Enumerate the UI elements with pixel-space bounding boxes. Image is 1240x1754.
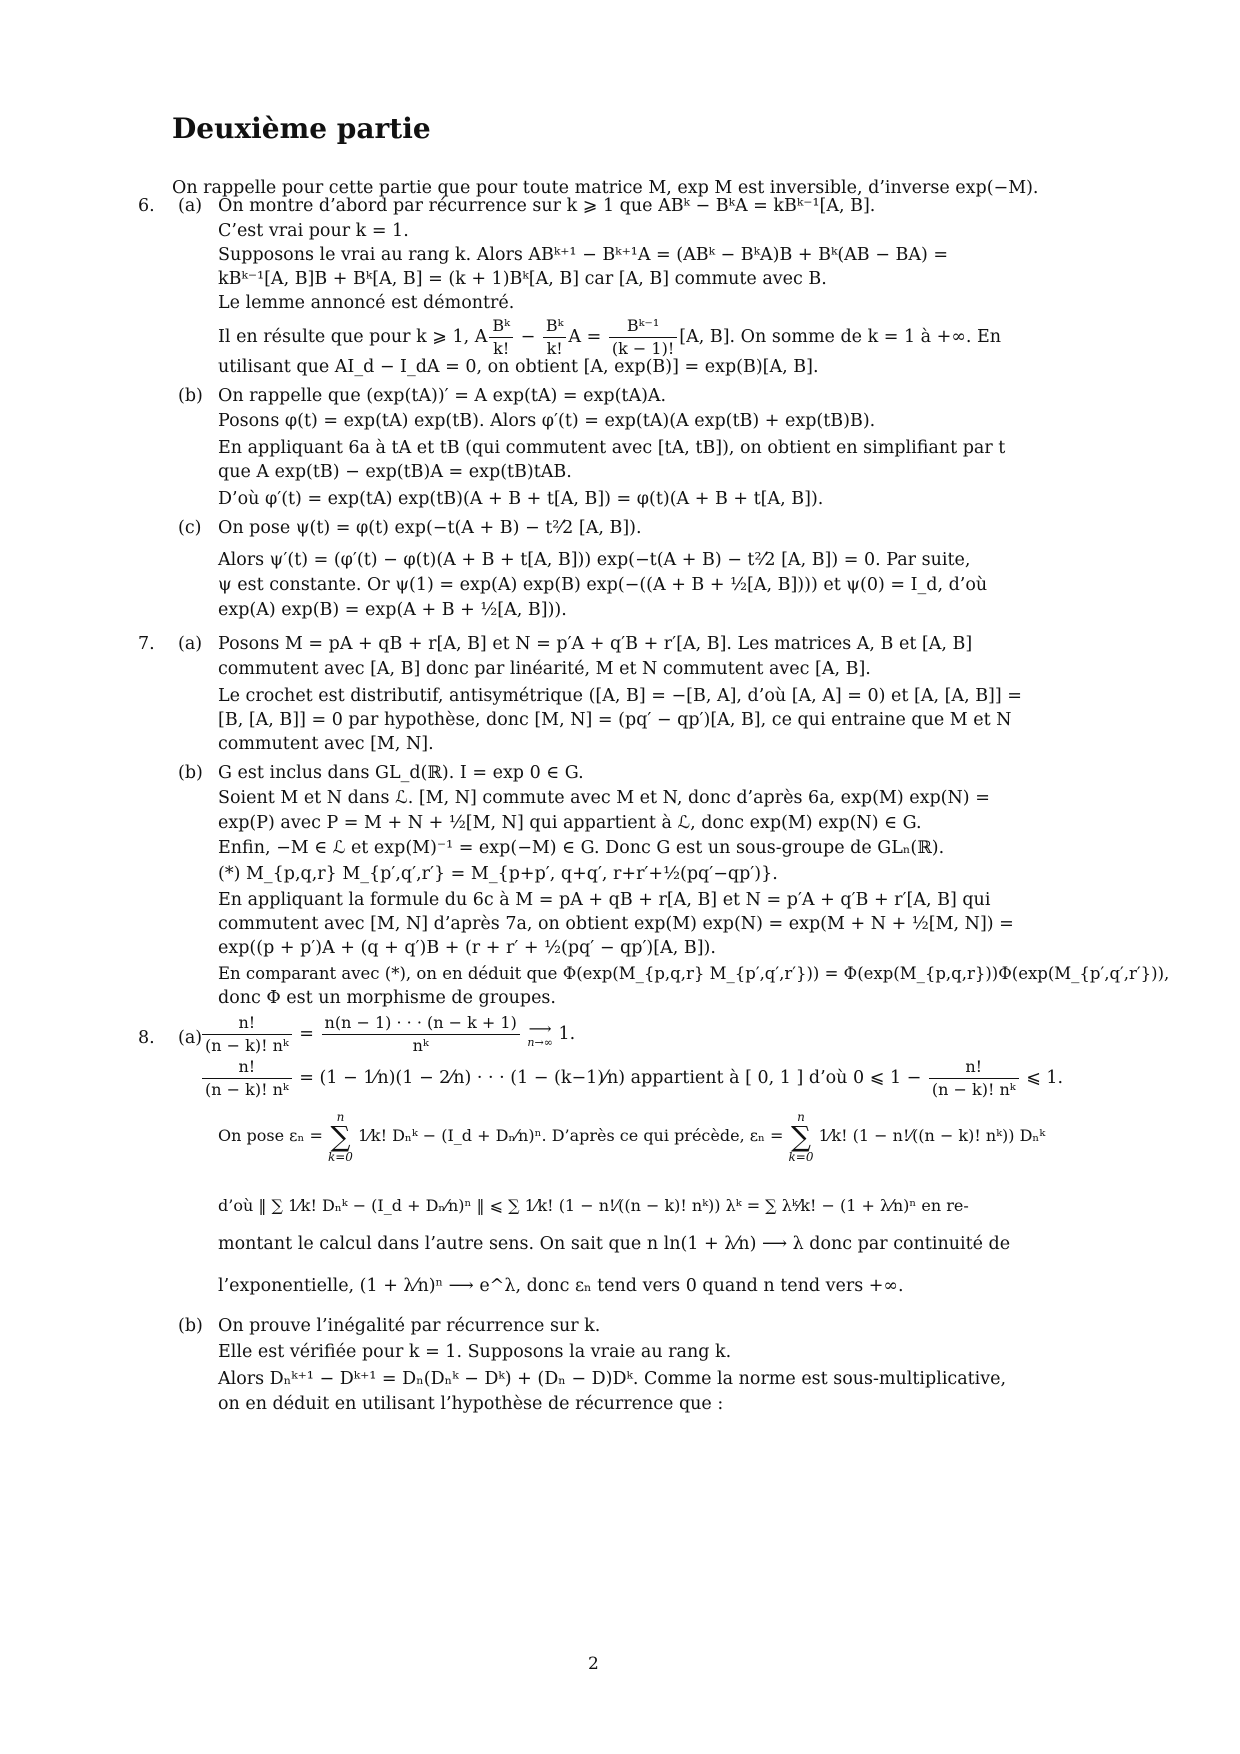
q7b-line-10: donc Φ est un morphisme de groupes. <box>218 988 556 1008</box>
q8a-line-5: montant le calcul dans l’autre sens. On sait que n ln(1 + λ⁄n) ⟶ λ donc par continuité de <box>218 1234 1011 1254</box>
intro-paragraph: On rappelle pour cette partie que pour toute matrice M, exp M est inversible, d’inverse exp(−M). <box>172 178 1039 198</box>
fraction: $\frac{\text{Bᵏ}}{k!}$ <box>543 315 567 360</box>
part-label-7a: (a) <box>178 634 203 654</box>
q6a-line-2: C’est vrai pour k = 1. <box>218 221 409 241</box>
part-label-7b: (b) <box>178 763 203 783</box>
fraction: $\frac{n(n - 1) \cdot \cdot \cdot (n - k + 1)}{\text{nᵏ}}$ <box>322 1012 520 1057</box>
fraction: $\frac{n!}{\text{(n − k)! nᵏ}}$ <box>202 1012 292 1057</box>
q8a-line-3: On pose εₙ = n ∑ k=0 1⁄k! Dₙᵏ − (I_d + Dₙ⁄n)ⁿ. D’après ce qui précède, εₙ = n ∑ k=0 1⁄k! (1 − n!⁄((n − k)! nᵏ)) Dₙᵏ <box>218 1109 1046 1164</box>
q8a-line-6: l’exponentielle, (1 + λ⁄n)ⁿ ⟶ e^λ, donc εₙ tend vers 0 quand n tend vers +∞. <box>218 1276 904 1296</box>
part-label-8b: (b) <box>178 1316 203 1336</box>
q7a-line-3: Le crochet est distributif, antisymétrique ([A, B] = −[B, A], d’où [A, A] = 0) et [A, [A, B]] = <box>218 686 1022 706</box>
section-title: Deuxième partie <box>172 112 431 145</box>
q7b-line-2: Soient M et N dans ℒ. [M, N] commute avec M et N, donc d’après 6a, exp(M) exp(N) = <box>218 788 990 808</box>
q7b-line-3: exp(P) avec P = M + N + ½[M, N] qui appartient à ℒ, donc exp(M) exp(N) ∈ G. <box>218 813 922 833</box>
question-number-7: 7. <box>138 634 155 654</box>
part-label-6a: (a) <box>178 196 203 216</box>
fraction: $\frac{n!}{\text{(n − k)! nᵏ}}$ <box>202 1056 292 1101</box>
fraction: $\frac{\text{Bᵏ}}{k!}$ <box>489 315 513 360</box>
q6b-line-5: D’où φ′(t) = exp(tA) exp(tB)(A + B + t[A, B]) = φ(t)(A + B + t[A, B]). <box>218 489 824 509</box>
part-label-6c: (c) <box>178 518 202 538</box>
q7a-line-4: [B, [A, B]] = 0 par hypothèse, donc [M, N] = (pq′ − qp′)[A, B], ce qui entraine que M et N <box>218 710 1012 730</box>
q8b-line-4: on en déduit en utilisant l’hypothèse de récurrence que : <box>218 1394 724 1414</box>
q6b-line-2: Posons φ(t) = exp(tA) exp(tB). Alors φ′(t) = exp(tA)(A exp(tB) + exp(tB)B). <box>218 411 876 431</box>
q6b-line-3: En appliquant 6a à tA et tB (qui commutent avec [tA, tB]), on obtient en simplifiant par t <box>218 438 1006 458</box>
question-number-8: 8. <box>138 1028 155 1048</box>
q6c-line-3: ψ est constante. Or ψ(1) = exp(A) exp(B) exp(−((A + B + ½[A, B]))) et ψ(0) = I_d, d’où <box>218 575 988 595</box>
question-number-6: 6. <box>138 196 155 216</box>
limit-arrow: ⟶ n→∞ <box>527 1019 553 1049</box>
part-label-6b: (b) <box>178 386 203 406</box>
q7b-line-5: (*) M_{p,q,r} M_{p′,q′,r′} = M_{p+p′, q+q′, r+r′+½(pq′−qp′)}. <box>218 864 778 884</box>
q7b-line-6: En appliquant la formule du 6c à M = pA + qB + r[A, B] et N = p′A + q′B + r′[A, B] qui <box>218 890 991 910</box>
q7b-line-1: G est inclus dans GL_d(ℝ). I = exp 0 ∈ G. <box>218 763 584 783</box>
q7b-line-7: commutent avec [M, N] d’après 7a, on obtient exp(M) exp(N) = exp(M + N + ½[M, N]) = <box>218 914 1014 934</box>
q8a-line-1: $\frac{n!}{\text{(n − k)! nᵏ}}$ = $\frac{n(n - 1) \cdot \cdot \cdot (n - k + 1)}{\text{nᵏ}}$ ⟶ n→∞ 1. <box>200 1008 1052 1060</box>
q8b-line-3: Alors Dₙᵏ⁺¹ − Dᵏ⁺¹ = Dₙ(Dₙᵏ − Dᵏ) + (Dₙ − D)Dᵏ. Comme la norme est sous-multiplicative, <box>218 1369 1007 1389</box>
q6c-line-1: On pose ψ(t) = φ(t) exp(−t(A + B) − t²⁄2 [A, B]). <box>218 518 642 538</box>
q8b-line-2: Elle est vérifiée pour k = 1. Supposons la vraie au rang k. <box>218 1342 732 1362</box>
q6a-line-4: kBᵏ⁻¹[A, B]B + Bᵏ[A, B] = (k + 1)Bᵏ[A, B] car [A, B] commute avec B. <box>218 269 827 289</box>
q6a-line-3: Supposons le vrai au rang k. Alors ABᵏ⁺¹ − Bᵏ⁺¹A = (ABᵏ − BᵏA)B + Bᵏ(AB − BA) = <box>218 245 949 265</box>
q7a-line-2: commutent avec [A, B] donc par linéarité, M et N commutent avec [A, B]. <box>218 659 871 679</box>
q6c-line-4: exp(A) exp(B) = exp(A + B + ½[A, B])). <box>218 600 567 620</box>
q6b-line-4: que A exp(tB) − exp(tB)A = exp(tB)tAB. <box>218 462 572 482</box>
q8a-line-2: $\frac{n!}{\text{(n − k)! nᵏ}}$ = (1 − 1⁄n)(1 − 2⁄n) · · · (1 − (k−1)⁄n) appartient à [ 0, 1 ] d’où 0 ⩽ 1 − $\frac{n!}{\text{(n − k)! nᵏ}}$ ⩽ 1. <box>200 1052 1052 1104</box>
q7b-line-4: Enfin, −M ∈ ℒ et exp(M)⁻¹ = exp(−M) ∈ G. Donc G est un sous-groupe de GLₙ(ℝ). <box>218 838 945 858</box>
q7a-line-1: Posons M = pA + qB + r[A, B] et N = p′A + q′B + r′[A, B]. Les matrices A, B et [A, B] <box>218 634 973 654</box>
q8a-line-4: d’où ‖ ∑ 1⁄k! Dₙᵏ − (I_d + Dₙ⁄n)ⁿ ‖ ⩽ ∑ 1⁄k! (1 − n!⁄((n − k)! nᵏ)) λᵏ = ∑ λᵏ⁄k! − (1 + λ⁄n)ⁿ en re- <box>218 1196 969 1215</box>
q6c-line-2: Alors ψ′(t) = (φ′(t) − φ(t)(A + B + t[A, B])) exp(−t(A + B) − t²⁄2 [A, B]) = 0. Par suite, <box>218 550 971 570</box>
sum-symbol: n ∑ k=0 <box>327 1109 353 1164</box>
fraction: $\frac{\text{Bᵏ⁻¹}}{(k - 1)!}$ <box>609 315 677 360</box>
q6a-line-6-end: [A, B]. On somme de k = 1 à +∞. En <box>679 327 1002 347</box>
q6a-line-1: On montre d’abord par récurrence sur k ⩾ 1 que ABᵏ − BᵏA = kBᵏ⁻¹[A, B]. <box>218 196 876 216</box>
q7b-line-8: exp((p + p′)A + (q + q′)B + (r + r′ + ½(pq′ − qp′)[A, B]). <box>218 938 716 958</box>
q8b-line-1: On prouve l’inégalité par récurrence sur k. <box>218 1316 601 1336</box>
q6b-line-1: On rappelle que (exp(tA))′ = A exp(tA) = exp(tA)A. <box>218 386 667 406</box>
minus-sign: − <box>520 327 536 347</box>
q6a-line-5: Le lemme annoncé est démontré. <box>218 293 515 313</box>
sum-symbol: n ∑ k=0 <box>788 1109 814 1164</box>
fraction: $\frac{n!}{\text{(n − k)! nᵏ}}$ <box>929 1056 1019 1101</box>
q6a-line-7: utilisant que AI_d − I_dA = 0, on obtient [A, exp(B)] = exp(B)[A, B]. <box>218 357 819 377</box>
q6a-line-6-start: Il en résulte que pour k ⩾ 1, A <box>218 327 488 347</box>
q7b-line-9: En comparant avec (*), on en déduit que Φ(exp(M_{p,q,r} M_{p′,q′,r′})) = Φ(exp(M_{p,q,r}))Φ(exp(M_{p′,q′,r′})), <box>218 964 1170 983</box>
q6a-line-6: Il en résulte que pour k ⩾ 1, A $\frac{\text{Bᵏ}}{k!}$ − $\frac{\text{Bᵏ}}{k!}$ A = $\frac{\text{Bᵏ⁻¹}}{(k - 1)!}$ [A, B]. On somme de k = 1 à +∞. En <box>218 316 1002 358</box>
page-number: 2 <box>588 1654 599 1674</box>
part-label-8a: (a) <box>178 1028 203 1048</box>
q7a-line-5: commutent avec [M, N]. <box>218 734 434 754</box>
